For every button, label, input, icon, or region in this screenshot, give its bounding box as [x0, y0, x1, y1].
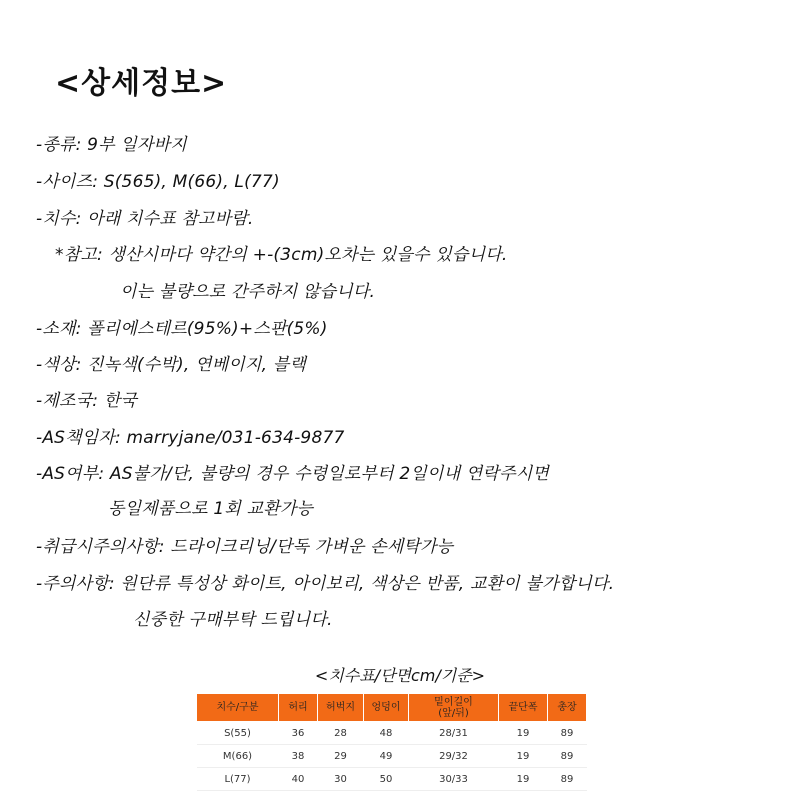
info-as-policy-cont: 동일제품으로 1회 교환가능 [108, 499, 314, 519]
table-cell: 89 [548, 745, 587, 768]
table-cell: 30 [318, 768, 364, 791]
info-measurement: -치수: 아래 치수표 참고바람. [36, 209, 254, 229]
col-header: 허벅지 [318, 694, 364, 722]
col-header: 끝단폭 [499, 694, 548, 722]
table-cell: 89 [548, 768, 587, 791]
col-header: 허리 [279, 694, 318, 722]
table-cell: 19 [499, 722, 548, 745]
table-cell: 40 [279, 768, 318, 791]
info-as-contact: -AS책임자: marryjane/031-634-9877 [36, 428, 345, 448]
info-note: *참고: 생산시마다 약간의 +-(3cm)오차는 있을수 있습니다. [55, 245, 508, 265]
table-cell: 89 [548, 722, 587, 745]
size-table [196, 693, 587, 791]
table-cell: 49 [364, 745, 409, 768]
table-cell: 29/32 [409, 745, 499, 768]
table-cell: 30/33 [409, 768, 499, 791]
table-cell: 19 [499, 745, 548, 768]
info-note-cont: 이는 불량으로 간주하지 않습니다. [120, 282, 376, 302]
table-cell: 36 [279, 722, 318, 745]
page-title: <상세정보> [55, 66, 228, 101]
table-cell: M(66) [197, 745, 279, 768]
table-cell: 48 [364, 722, 409, 745]
col-header: 총장 [548, 694, 587, 722]
table-cell: 50 [364, 768, 409, 791]
info-care: -취급시주의사항: 드라이크리닝/단독 가벼운 손세탁가능 [36, 537, 454, 557]
info-as-policy: -AS여부: AS불가/단, 불량의 경우 수령일로부터 2일이내 연락주시면 [36, 464, 549, 484]
table-cell: 19 [499, 768, 548, 791]
table-cell: 38 [279, 745, 318, 768]
table-row [197, 768, 587, 791]
table-cell: 28 [318, 722, 364, 745]
table-cell: L(77) [197, 768, 279, 791]
size-table-title: <치수표/단면cm/기준> [314, 666, 486, 685]
info-caution-cont: 신중한 구매부탁 드립니다. [133, 610, 333, 630]
col-header: 밑이길이 (앞/뒤) [409, 694, 499, 722]
table-cell: 28/31 [409, 722, 499, 745]
col-header: 엉덩이 [364, 694, 409, 722]
table-cell: S(55) [197, 722, 279, 745]
info-size: -사이즈: S(565), M(66), L(77) [36, 172, 280, 192]
info-material: -소재: 폴리에스테르(95%)+스판(5%) [36, 319, 328, 339]
info-color: -색상: 진녹색(수박), 연베이지, 블랙 [36, 355, 307, 375]
table-cell: 29 [318, 745, 364, 768]
table-row [197, 722, 587, 745]
info-caution: -주의사항: 원단류 특성상 화이트, 아이보리, 색상은 반품, 교환이 불가합니다. [36, 574, 615, 594]
size-table-header-row [197, 694, 587, 722]
col-header: 치수/구분 [197, 694, 279, 722]
info-type: -종류: 9부 일자바지 [36, 135, 187, 155]
table-row [197, 745, 587, 768]
info-origin: -제조국: 한국 [36, 391, 137, 411]
